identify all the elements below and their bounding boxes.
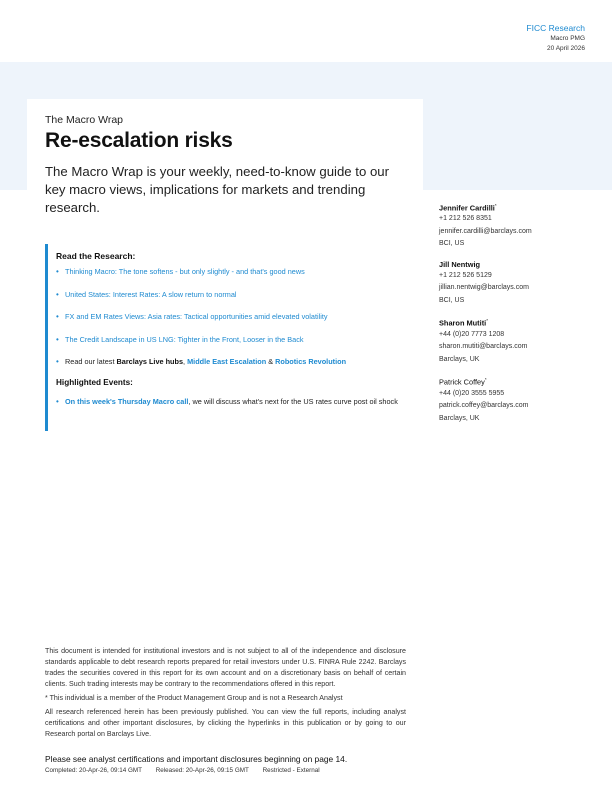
page-title: Re-escalation risks bbox=[45, 129, 233, 152]
author-name: Sharon Mutiti bbox=[439, 318, 487, 328]
author-entity: BCI, US bbox=[439, 296, 465, 304]
author-phone: +1 212 526 8351 bbox=[439, 215, 492, 223]
page-footer bbox=[45, 767, 332, 774]
hubs-separator: , bbox=[183, 357, 188, 366]
research-link-fx-em[interactable]: FX and EM Rates Views: Asia rates: Tactical opportunities amid elevated volatility bbox=[65, 312, 328, 321]
disclaimer bbox=[45, 646, 406, 743]
research-link-thinking-macro[interactable]: Thinking Macro: The tone softens - but only slightly - and that's good news bbox=[65, 267, 305, 276]
pmg-marker: * bbox=[494, 203, 497, 208]
series-name: The Macro Wrap bbox=[45, 114, 123, 126]
group-label: Macro PMG bbox=[550, 35, 585, 42]
list-item bbox=[56, 289, 403, 300]
released-timestamp: Released: 20-Apr-26, 09:15 GMT bbox=[155, 767, 249, 774]
hubs-prefix: Read our latest bbox=[65, 357, 117, 366]
author-entity: BCI, US bbox=[439, 240, 465, 248]
author-email[interactable]: patrick.coffey@barclays.com bbox=[439, 402, 529, 410]
read-the-research-box bbox=[45, 244, 403, 431]
classification-label: Restricted - External bbox=[262, 767, 320, 774]
thursday-macro-call-link[interactable]: On this week's Thursday Macro call bbox=[65, 396, 189, 406]
author-email[interactable]: jillian.nentwig@barclays.com bbox=[439, 284, 529, 292]
department-label: FICC Research bbox=[526, 23, 585, 33]
pmg-marker: * bbox=[484, 377, 487, 383]
author-name: Jennifer Cardilli bbox=[439, 203, 495, 213]
disclaimer-paragraph: This document is intended for institutional investors and is not subject to all of the independence and disclosure standards applicable to debt research reports prepared for retail investors under U.S. FINRA Rule 2242. Barclays trades the securities covered in this report for its own account and on a discretionary basis on behalf of certain clients. Such trading interests may be contrary to the recommendations offered in this report. bbox=[45, 647, 406, 688]
author-name: Patrick Coffey bbox=[439, 377, 485, 387]
hubs-label: Barclays Live hubs bbox=[116, 357, 184, 366]
list-item bbox=[56, 356, 403, 367]
lede-text: The Macro Wrap is your weekly, need-to-know guide to our key macro views, implications for markets and trending research. bbox=[45, 164, 390, 215]
research-heading: Read the Research: bbox=[56, 251, 136, 261]
research-link-us-lng[interactable]: The Credit Landscape in US LNG: Tighter in the Front, Looser in the Back bbox=[65, 334, 304, 344]
author-name: Jill Nentwig bbox=[439, 259, 481, 269]
hub-link-robotics[interactable]: Robotics Revolution bbox=[275, 357, 347, 366]
page-header bbox=[526, 22, 585, 54]
author-card bbox=[439, 200, 599, 251]
research-link-us-rates[interactable]: United States: Interest Rates: A slow return to normal bbox=[65, 289, 237, 299]
author-entity: Barclays, UK bbox=[439, 355, 480, 363]
pmg-footnote: * This individual is a member of the Product Management Group and is not a Research Analyst bbox=[45, 694, 343, 702]
events-list bbox=[56, 396, 403, 407]
pmg-marker: * bbox=[486, 318, 488, 324]
hubs-ampersand: & bbox=[266, 357, 276, 366]
author-phone: +44 (0)20 7773 1208 bbox=[439, 330, 505, 338]
list-item bbox=[56, 396, 403, 407]
author-card bbox=[439, 315, 599, 366]
author-email[interactable]: jennifer.cardilli@barclays.com bbox=[439, 227, 532, 235]
hub-link-middle-east[interactable]: Middle East Escalation bbox=[187, 357, 267, 366]
report-date: 20 April 2026 bbox=[547, 45, 585, 52]
author-phone: +1 212 526 5129 bbox=[439, 271, 492, 279]
author-phone: +44 (0)20 3555 5955 bbox=[439, 389, 505, 397]
author-card bbox=[439, 374, 599, 425]
events-heading: Highlighted Events: bbox=[56, 377, 133, 387]
author-card bbox=[439, 259, 599, 308]
certifications-note: Please see analyst certifications and important disclosures beginning on page 14. bbox=[45, 754, 348, 764]
list-item bbox=[56, 311, 403, 322]
author-email[interactable]: sharon.mutiti@barclays.com bbox=[439, 343, 528, 351]
research-list bbox=[56, 266, 403, 367]
disclaimer-paragraph: All research referenced herein has been previously published. You can view the full reports, including analyst certifications and other important disclosures, by clicking the hyperlinks in this publication or by going to our Research portal on Barclays Live. bbox=[45, 708, 406, 738]
author-entity: Barclays, UK bbox=[439, 414, 480, 422]
author-list bbox=[439, 200, 599, 433]
event-description: , we will discuss what's next for the US rates curve post oil shock bbox=[188, 396, 398, 406]
list-item bbox=[56, 266, 403, 277]
list-item bbox=[56, 334, 403, 345]
completed-timestamp: Completed: 20-Apr-26, 09:14 GMT bbox=[45, 767, 142, 774]
